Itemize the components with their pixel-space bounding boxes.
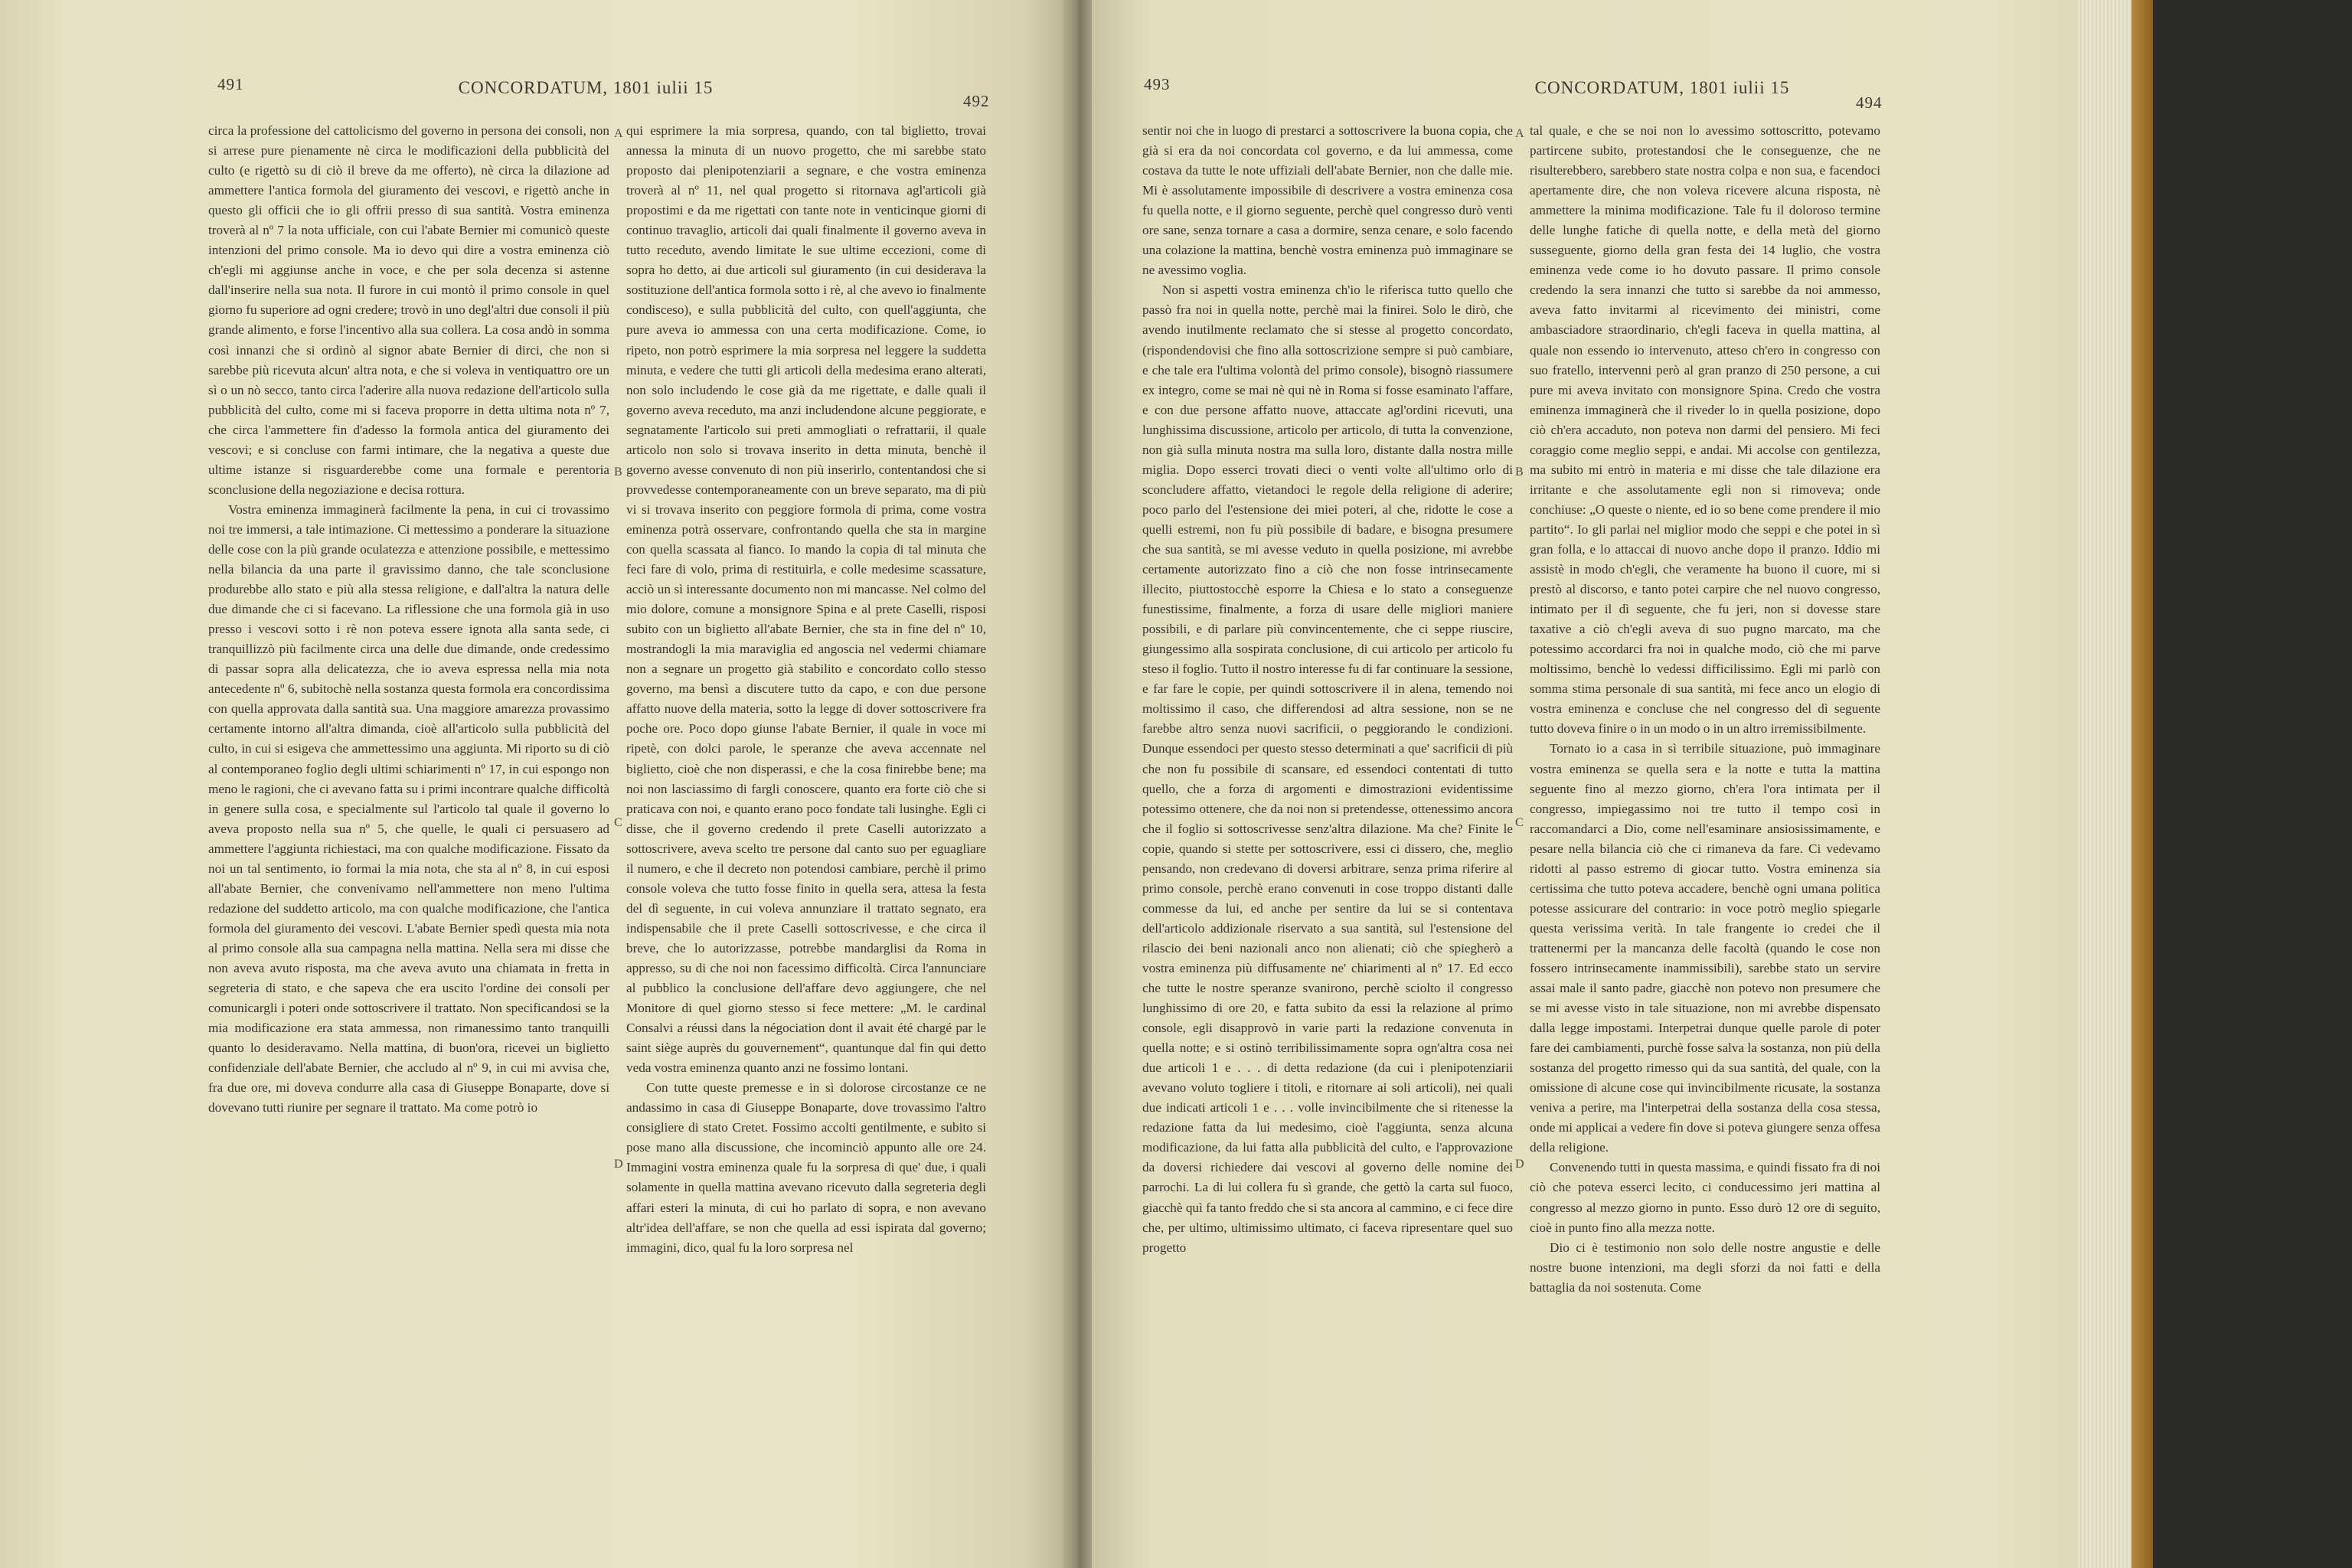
right-page-column-1: [1142, 121, 1513, 1499]
paragraph: Convenendo tutti in questa massima, e quindi fissato fra di noi ciò che poteva esserci lecito, ci conducessimo jeri mattina al congresso al mezzo giorno in punto. Esso durò 12 ore di seguito, cioè in punto fino alla mezza notte.: [1530, 1160, 1880, 1235]
right-page-header: [1092, 75, 2079, 112]
paragraph: sentir noi che in luogo di prestarci a sottoscrivere la buona copia, che già si era da noi concordata col governo, e da lui ammessa, come costava da tutte le note uffiziali dell'abate Bernier, non che dalle mie. Mi è assolutamente impossibile di descrivere a vostra eminenza cosa fu quella notte, e il giorno seguente, perchè quel congresso durò venti ore sane, senza tornare a casa a dormire, senza cenare, e solo facendo una colazione la mattina, benchè vostra eminenza può immaginare se ne avessimo voglia.: [1142, 123, 1513, 278]
paragraph: Con tutte queste premesse e in sì dolorose circostanze ce ne andassimo in casa di Giuseppe Bonaparte, dove trovassimo l'altro consigliere di stato Cretet. Fossimo accolti gentilmente, e subito si pose mano alla discussione, che incominciò appunto alle ore 24. Immagini vostra eminenza quale fu la sorpresa di que' due, i quali solamente in quella mattina avevano ricevuto dalla segreteria degli affari esteri la minuta, di cui ho parlato di sopra, e non avevano altr'idea dell'affare, se non che quella ad essi ispirata dal governo; immagini, dico, qual fu la loro sorpresa nel: [626, 1080, 986, 1255]
running-title: CONCORDATUM, 1801 iulii 15: [458, 78, 714, 97]
right-page: [1092, 0, 2079, 1568]
left-page-header: [0, 75, 1064, 110]
paragraph: Non si aspetti vostra eminenza ch'io le riferisca tutto quello che passò fra noi in quella notte, perchè mai la finirei. Solo le dirò, che avendo inutilmente reclamato che si stesse al progetto concordato, (rispondendovisi che fino alla sottoscrizione sempre si può cambiare, e che tale era l'ultima volontà del primo console), bisognò riassumere ex integro, come se mai nè qui nè in Roma si fosse esaminato l'affare, e con due persone affatto nuove, attaccate agl'ordini ricevuti, una lunghissima discussione, articolo per articolo, di tutta la convenzione, non già sulla minuta nostra ma sulla loro, distante dalla nostra mille miglia. Dopo esserci trovati dieci o venti volte all'ultimo orlo di sconcludere affatto, vietandoci le regole della religione di aderire; poco parlo del l'estensione dei miei poteri, al che, ridotte le cose a quelli estremi, non fu più possibile di badare, e bisogna presumere che sua santità, se mi avesse veduto in quella posizione, mi avrebbe certamente autorizzato fino a ciò che non fosse intrinsecamente illecito, piuttostocchè esporre la Chiesa e lo stato a conseguenze funestissime, finalmente, a forza di usare delle migliori maniere possibili, e di parlare più convincentemente, che ci seppe riuscire, giungessimo alla sospirata conclusione, di cui articolo per articolo fu steso il foglio. Tutto il nostro interesse fu di far continuare la sessione, e far fare le copie, per quindi sottoscrivere il in alena, temendo noi moltissimo il caso, che differendosi ad altra sessione, non se ne farebbe altro senza nuovi sacrificii, o peggiorando le condizioni. Dunque essendoci per questo stesso determinati a que' sacrificii di più che non fu possibile di scansare, ed essendoci contentati di tutto quello, che a forza di argomenti e dimostrazioni evidentissime potessimo ottenere, che da noi non si pretendesse, ottenessimo ancora che il foglio si sottoscrivesse senz'altra dilazione. Ma che? Finite le copie, quando si stette per sottoscrivere, essi ci dissero, che, meglio pensando, non credevano di doversi arbitrare, senza prima riferire al primo console, perchè erano convenuti in cose troppo distanti dalle commesse da lui, ed anche per sentire da lui se si contentava dell'articolo addizionale riservato a sua santità, sul l'estensione del rilascio dei beni nazionali anco non alienati; ciò che spiegherò a vostra eminenza più diffusamente ne' chiarimenti al nº 17. Ed ecco che tutte le nostre speranze svanirono, perchè sciolto il congresso lunghissimo di ore 20, e fatta subito da essi la relazione al primo console, egli disapprovò in varie parti la redazione convenuta in quella notte; e si ostinò terribilissimamente sopra ogn'altra cosa nei due articoli 1 e . . . di detta redazione (da cui i plenipotenziarii avevano voluto togliere i titoli, e ritornare ai soli articoli), nei quali due indicati articoli 1 e . . . volle invincibilmente che si ritenesse la redazione fatta da lui medesimo, cioè l'aggiunta, senza alcuna modificazione, da lui fatta alla pubblicità del culto, e l'approvazione da doversi richiedere dai vescovi al governo delle nomine dei parrochi. La di lui collera fu sì grande, che gettò la carta sul fuoco, giacchè quì fa tanto freddo che si sta ancora al cammino, e ci fece dire che, per ultimo, ultimissimo ultimato, ci faceva ripresentare quel suo progetto: [1142, 283, 1513, 1255]
background-dark: [2153, 0, 2352, 1568]
page-number-493: 493: [1144, 75, 1171, 93]
paragraph: Dio ci è testimonio non solo delle nostre angustie e delle nostre buone intenzioni, ma degli sforzi da noi fatti e della battaglia da noi sostenuta. Come: [1530, 1240, 1880, 1295]
paragraph: tal quale, e che se noi non lo avessimo sottoscritto, potevamo partircene subito, protestandosi che le conseguenze, che ne risulterebbero, sarebbero state nostra colpa e non sua, e facendoci apertamente dire, che non voleva ricevere alcuna risposta, nè ammettere la minima modificazione. Tale fu il doloroso termine delle lunghe fatiche di quella notte, e della metà del giorno susseguente, giorno della gran festa dei 14 luglio, che vostra eminenza vede come io ho dovuto passare. Il primo console credendo la sera innanzi che tutto si sarebbe da noi ammesso, aveva fatto invitarmi al ricevimento dei ministri, come ambasciadore straordinario, ch'egli faceva in quella mattina, al quale non essendo io intervenuto, atteso ch'ero in congresso con suo fratello, intervenni però al gran pranzo di 250 persone, a cui pure mi aveva invitato con monsignore Spina. Credo che vostra eminenza immaginerà che il riveder lo in quella posizione, dopo ciò ch'era accaduto, non poteva non darmi del pensiero. Mi feci coraggio come meglio seppi, e andai. Mi accolse con gentilezza, ma subito mi entrò in materia e mi disse che tale dilazione era irritante e che assolutamente egli non si rimoveva; onde conchiuse: „O queste o niente, ed io so bene come prendere il mio partito“. Io gli parlai nel miglior modo che seppi e che potei in sì gran folla, e lo attaccai di nuovo anche dopo il pranzo. Iddio mi assistè in modo ch'egli, che veramente ha buono il cuore, mi si prestò al discorso, e tanto potei carpire che nel nuovo congresso, intimato per il dì seguente, che fu jeri, non si dovesse stare taxative a ciò ch'egli aveva di suo pugno marcato, ma che potessimo accordarci fra noi in qualche modo, ciò che mi parve moltissimo, benchè lo vedessi difficilissimo. Egli mi parlò con somma stima personale di sua santità, mi fece anco un elogio di vostra eminenza e concluse che nel congresso del dì seguente tutto doveva finire o in un modo o in un altro irremissibilmente.: [1530, 123, 1880, 737]
left-page-column-2: [626, 121, 986, 1499]
page-edges: [2078, 0, 2132, 1568]
left-page-column-1: [208, 121, 609, 1499]
margin-marker-a: A: [614, 127, 623, 140]
right-page-column-2: [1530, 121, 1880, 1499]
margin-marker-b-right: B: [1515, 466, 1524, 479]
margin-marker-d-right: D: [1515, 1158, 1524, 1171]
margin-marker-c-right: C: [1515, 816, 1524, 829]
book-cover-edge: [2132, 0, 2153, 1568]
margin-marker-a-right: A: [1515, 127, 1524, 140]
book-gutter: [1063, 0, 1093, 1568]
paragraph: qui esprimere la mia sorpresa, quando, con tal biglietto, trovai annessa la minuta di un nuovo progetto, che mi sarebbe stato proposto dai plenipotenziarii a segnare, e che vostra eminenza troverà al nº 11, nel qual progetto si ritornava agl'articoli già propostimi e da me rigettati con tante note in venticinque giorni di continuo travaglio, articoli dai quali finalmente il governo aveva in tutto receduto, avendo limitate le sue ultime eccezioni, come di sopra ho detto, ai due articoli sul giuramento (in cui desiderava la sostituzione dell'antica formola sotto i rè, al che avevo io finalmente condisceso), e sulla pubblicità del culto, con quell'aggiunta, che pure aveva io ammessa con una certa modificazione. Come, io ripeto, non potrò esprimere la mia sorpresa nel leggere la suddetta minuta, e vedere che tutti gli articoli della medesima erano alterati, non solo includendo le cose già da me rigettate, e dalle quali il governo aveva receduto, ma anzi includendone alcune peggiorate, e segnatamente l'articolo sui preti ammogliati o refrattarii, il quale articolo non solo si trovava inserito in detta minuta, benchè il governo avesse convenuto di non più inserirlo, contentandosi che si provvedesse contemporaneamente con un breve separato, ma di più vi si trovava inserito con peggiore formola di prima, come vostra eminenza potrà osservare, confrontando quella che sta in margine con quella scassata al fianco. Io mando la copia di tal minuta che feci fare di volo, prima di restituirla, e colle medesime scassature, acciò un sì interessante documento non mi mancasse. Nel colmo del mio dolore, comune a monsignore Spina e al prete Caselli, risposi subito con un biglietto all'abate Bernier, che sta in fine del nº 10, mostrandogli la mia maraviglia ed angoscia nel vedermi chiamare non a segnare un progetto già stabilito e concordato collo stesso governo, ma bensì a discutere tutto da capo, e con due persone affatto nuove della materia, sotto la legge di dover sottoscrivere fra poche ore. Poco dopo giunse l'abate Bernier, il quale in voce mi ripetè, con dolci parole, le speranze che aveva accennate nel biglietto, cioè che non disperassi, e che la cosa finirebbe bene; ma noi non lasciassimo di fargli conoscere, quanto era forte ciò che si praticava con noi, e quanto erano poco fondate tali lusinghe. Egli ci disse, che il governo credendo il prete Caselli autorizzato a sottoscrivere, aveva scelto tre persone dal canto suo per eguagliare il numero, e che il decreto non potendosi cambiare, perchè il primo console voleva che tutto fosse finito in quella sera, attesa la festa del dì seguente, in cui voleva annunziare il trattato segnato, era indispensabile che il prete Caselli sottoscrivesse, e che circa il breve, che lo autorizzasse, potrebbe mandarglisi da Roma in appresso, su di che noi non facessimo difficoltà. Circa l'annunciare al pubblico la conclusione dell'affare devo aggiungere, che nel Monitore di quel giorno stesso si fece mettere: „M. le cardinal Consalvi a réussi dans la négociation dont il avait été chargé par le saint siège auprès du gouvernement“, quantunque dal fin qui detto veda vostra eminenza quanto anzi ne fossimo lontani.: [626, 123, 986, 1076]
page-number-492: 492: [963, 92, 990, 110]
margin-marker-d: D: [614, 1158, 623, 1171]
page-number-491: 491: [217, 75, 244, 93]
margin-marker-c: C: [614, 816, 622, 829]
left-page: [0, 0, 1064, 1568]
page-number-494: 494: [1856, 93, 1883, 112]
paragraph: Tornato io a casa in sì terribile situazione, può immaginare vostra eminenza se quella sera e la notte e tutta la mattina seguente fino al mezzo giorno, ch'era l'ora intimata per il congresso, impiegassimo noi tre tutto il tempo così in raccomandarci a Dio, come nell'esaminare ansiosissimamente, e pesare nella bilancia ciò che ci rimaneva da fare. Ci vedevamo ridotti al passo estremo di giocar tutto. Vostra eminenza sia certissima che tutto poteva accadere, benchè ogni umana politica potesse assicurare del contrario: in voce potrò meglio spiegarle questa verissima verità. In tale frangente io credei che il trattenermi per la mancanza delle facoltà (quando le cose non fossero intrinsecamente inammissibili), sarebbe stato un servire assai male il santo padre, giacchè non potevo non presumere che se mi avesse visto in tale situazione, non mi avrebbe dispensato dalla legge impostami. Interpetrai dunque quelle parole di poter fare dei cambiamenti, purchè fosse salva la sostanza, non più della sostanza del progetto rimesso qui da sua santità, del quale, con la omissione di alcune cose qui invincibilmente ricusate, la sostanza veniva a perire, ma l'interpetrai della sostanza della cosa stessa, onde mi applicai a vedere fin dove si poteva giungere senza offesa della religione.: [1530, 741, 1880, 1155]
margin-marker-b: B: [614, 466, 622, 479]
paragraph: Vostra eminenza immaginerà facilmente la pena, in cui ci trovassimo noi tre immersi, a tale intimazione. Ci mettessimo a ponderare la situazione delle cose con la più grande oculatezza e attenzione possibile, e mettessimo nella bilancia da una parte il gravissimo danno, che tale sconclusione produrebbe allo stato e più alla stessa religione, e dall'altra la natura delle due dimande che ci si facevano. La riflessione che una formola già in uso presso i vescovi sotto i rè non poteva essere ignota alla santa sede, ci tranquillizzò più facilmente circa una delle due dimande, onde credessimo di passar sopra alla delicatezza, che io aveva espressa nella mia nota antecedente nº 6, subitochè nella sostanza questa formola era concordissima con quella approvata dalla santità sua. Una maggiore amarezza provassimo certamente intorno all'altra dimanda, cioè all'articolo sulla pubblicità del culto, in cui si esigeva che ammettessimo una aggiunta. Mi riporto su di ciò al contemporaneo foglio degli ultimi schiarimenti nº 17, in cui espongo non meno le ragioni, che ci avevano fatta su i primi incontrare qualche difficoltà in genere sulla cosa, e specialmente sul l'articolo tal quale il governo lo aveva proposto nella sua nº 5, che quelle, le quali ci persuasero ad ammettere l'aggiunta richiestaci, ma con qualche modificazione. Fissato da noi un tal sentimento, io formai la mia nota, che sta al nº 8, in cui esposi all'abate Bernier, che convenivamo nell'ammettere non meno l'ultima redazione del suddetto articolo, ma con qualche modificazione, che l'antica formola del giuramento dei vescovi. L'abate Bernier spedì questa mia nota al primo console alla sua campagna nella mattina. Nella sera mi disse che non aveva avuto risposta, ma che aveva avuto una chiamata in fretta in segreteria di stato, e che sapeva che era uscito l'ordine dei consoli per comunicargli i poteri onde sottoscrivere il trattato. Non specificandosi se la mia modificazione era stata ammessa, non rimanessimo tanto tranquilli quanto lo desideravamo. Nella mattina, di buon'ora, ricevei un biglietto confidenziale dell'abate Bernier, che accludo al nº 9, in cui mi avvisa che, fra due ore, mi doveva condurre alla casa di Giuseppe Bonaparte, dove si dovevano tutti riunire per segnare il trattato. Ma come potrò io: [208, 501, 609, 1116]
running-title-right: CONCORDATUM, 1801 iulii 15: [1534, 78, 1790, 97]
paragraph: circa la professione del cattolicismo del governo in persona dei consoli, non si arrese pure pienamente nè circa le modificazioni della pubblicità del culto (e rigettò su di ciò il breve da me offerto), nè circa la dilazione ad ammettere l'antica formola del giuramento dei vescovi, e rigettò anche in questo gli officii che io gli offrii presso di sua santità. Vostra eminenza troverà al nº 7 la nota ufficiale, con cui l'abate Bernier mi comunicò queste intenzioni del primo console. Ma io devo qui dire a vostra eminenza ciò ch'egli mi aggiunse anche in voce, e che per sola decenza si astenne dall'inserire nella sua nota. Il furore in cui montò il primo console in quel giorno fu superiore ad ogni credere; trovò in uno degl'altri due consoli il più grande alimento, e forse l'incentivo alla sua collera. La cosa andò in somma così innanzi che si ordinò al signor abate Bernier di dirci, che non si sarebbe più ricevuta alcun' altra nota, e che si voleva in ventiquattro ore un sì o un nò secco, tanto circa l'aderire alla nuova redazione dell'articolo sulla pubblicità del culto, come mi si faceva proporre in detta ultima nota nº 7, che circa l'ammettere fin d'adesso la formola antica del giuramento dei vescovi; e si concluse con farmi intimare, che la negativa a queste due ultime istanze si risguarderebbe come una formale e perentoria sconclusione della negoziazione e decisa rottura.: [208, 123, 609, 497]
